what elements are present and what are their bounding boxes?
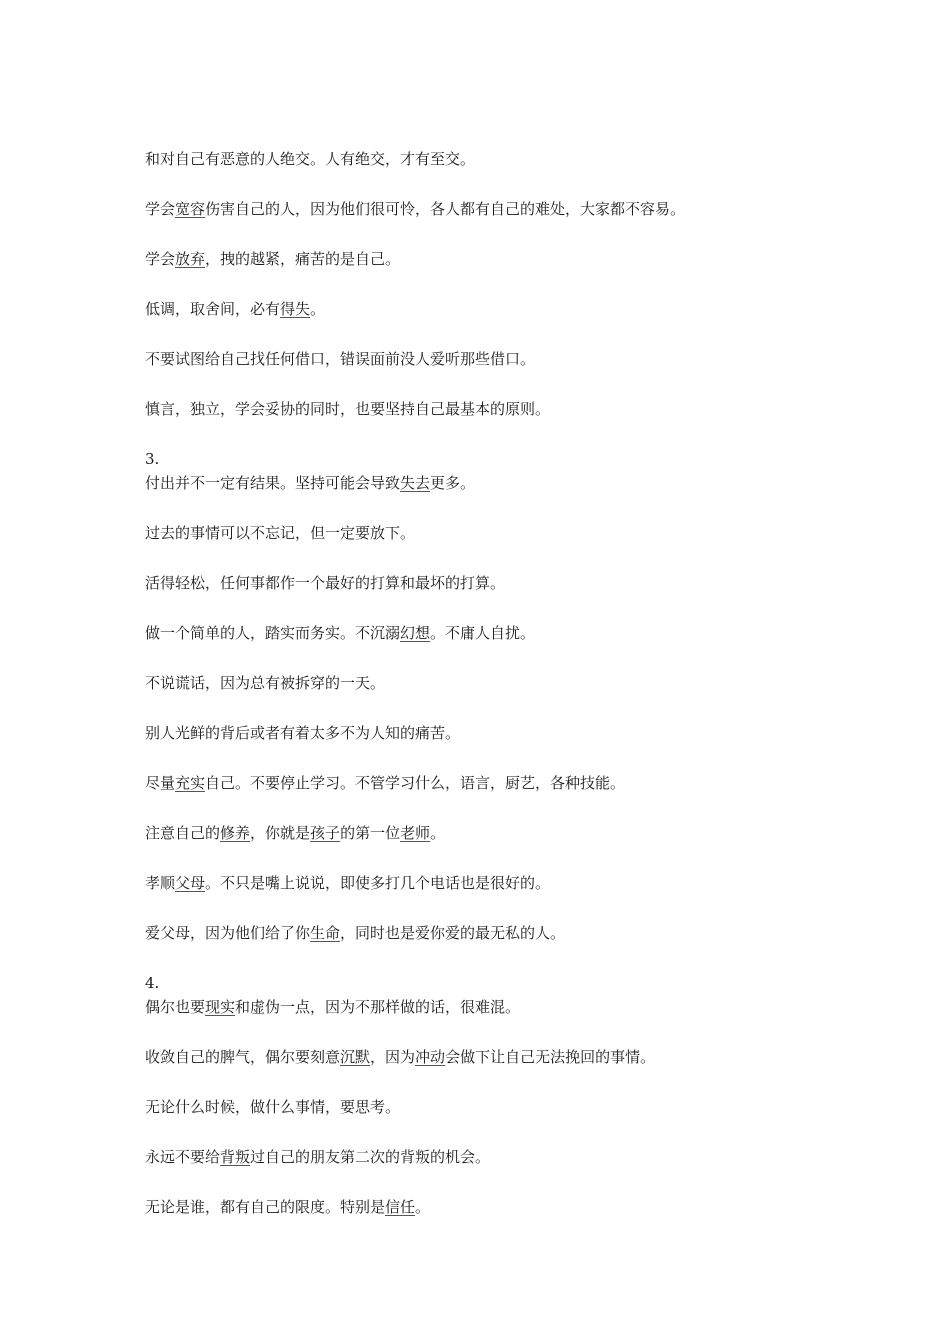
paragraph — [145, 1147, 490, 1167]
paragraph — [145, 573, 505, 593]
keyword-link[interactable]: 现实 — [205, 998, 236, 1016]
text-run: 偶尔也要 — [145, 998, 206, 1016]
text-run: 学会 — [145, 200, 176, 218]
text-run: 别人光鲜的背后或者有着太多不为人知的痛苦。 — [145, 724, 461, 742]
text-run: ，拽的越紧，痛苦的是自己。 — [205, 250, 401, 268]
keyword-link[interactable]: 放弃 — [175, 250, 206, 268]
paragraph — [145, 299, 325, 319]
paragraph — [145, 249, 400, 269]
text-run: 。 — [310, 300, 326, 318]
paragraph — [145, 997, 520, 1017]
paragraph — [145, 723, 460, 743]
section-number — [145, 973, 159, 993]
text-run: 过自己的朋友第二次的背叛的机会。 — [250, 1148, 491, 1166]
text-run: 注意自己的 — [145, 824, 221, 842]
text-run: 自己。不要停止学习。不管学习什么，语言，厨艺，各种技能。 — [205, 774, 626, 792]
paragraph — [145, 673, 385, 693]
keyword-link[interactable]: 沉默 — [340, 1048, 371, 1066]
text-run: ，你就是 — [250, 824, 311, 842]
text-run: 孝顺 — [145, 874, 176, 892]
text-run: 无论是谁，都有自己的限度。特别是 — [145, 1198, 386, 1216]
paragraph — [145, 349, 535, 369]
keyword-link[interactable]: 修养 — [220, 824, 251, 842]
paragraph — [145, 1047, 655, 1067]
text-run: 伤害自己的人，因为他们很可怜，各人都有自己的难处，大家都不容易。 — [205, 200, 686, 218]
text-run: 无论什么时候，做什么事情，要思考。 — [145, 1098, 401, 1116]
text-run: 慎言，独立，学会妥协的同时，也要坚持自己最基本的原则。 — [145, 400, 551, 418]
text-run: 爱父母，因为他们给了你 — [145, 924, 311, 942]
text-run: 的第一位 — [340, 824, 401, 842]
paragraph — [145, 773, 625, 793]
text-run: 不要试图给自己找任何借口，错误面前没人爱听那些借口。 — [145, 350, 536, 368]
paragraph — [145, 473, 475, 493]
section-number — [145, 449, 159, 469]
keyword-link[interactable]: 父母 — [175, 874, 206, 892]
keyword-link[interactable]: 信任 — [385, 1198, 416, 1216]
text-run: 尽量 — [145, 774, 176, 792]
keyword-link[interactable]: 老师 — [400, 824, 431, 842]
paragraph — [145, 523, 415, 543]
paragraph — [145, 873, 550, 893]
text-run: 3. — [145, 450, 160, 468]
paragraph — [145, 823, 445, 843]
keyword-link[interactable]: 孩子 — [310, 824, 341, 842]
keyword-link[interactable]: 生命 — [310, 924, 341, 942]
text-run: 付出并不一定有结果。坚持可能会导致 — [145, 474, 401, 492]
paragraph — [145, 923, 565, 943]
paragraph — [145, 1197, 430, 1217]
text-run: 。不庸人自扰。 — [430, 624, 536, 642]
text-run: 和虚伪一点，因为不那样做的话，很难混。 — [235, 998, 521, 1016]
text-run: 更多。 — [430, 474, 476, 492]
keyword-link[interactable]: 充实 — [175, 774, 206, 792]
keyword-link[interactable]: 幻想 — [400, 624, 431, 642]
text-run: 过去的事情可以不忘记，但一定要放下。 — [145, 524, 416, 542]
text-run: ，同时也是爱你爱的最无私的人。 — [340, 924, 566, 942]
keyword-link[interactable]: 宽容 — [175, 200, 206, 218]
keyword-link[interactable]: 失去 — [400, 474, 431, 492]
text-run: 。不只是嘴上说说，即使多打几个电话也是很好的。 — [205, 874, 551, 892]
paragraph — [145, 399, 550, 419]
text-run: 永远不要给 — [145, 1148, 221, 1166]
paragraph — [145, 149, 475, 169]
text-run: 学会 — [145, 250, 176, 268]
keyword-link[interactable]: 冲动 — [415, 1048, 446, 1066]
text-run: 。 — [430, 824, 446, 842]
text-run: 活得轻松，任何事都作一个最好的打算和最坏的打算。 — [145, 574, 506, 592]
paragraph — [145, 623, 535, 643]
text-run: 4. — [145, 974, 160, 992]
text-run: 收敛自己的脾气，偶尔要刻意 — [145, 1048, 341, 1066]
text-run: 和对自己有恶意的人绝交。人有绝交，才有至交。 — [145, 150, 476, 168]
paragraph — [145, 1097, 400, 1117]
text-run: 。 — [415, 1198, 431, 1216]
paragraph — [145, 199, 685, 219]
keyword-link[interactable]: 背叛 — [220, 1148, 251, 1166]
keyword-link[interactable]: 得失 — [280, 300, 311, 318]
text-run: 低调，取舍间，必有 — [145, 300, 281, 318]
text-run: 会做下让自己无法挽回的事情。 — [445, 1048, 656, 1066]
text-run: 做一个简单的人，踏实而务实。不沉溺 — [145, 624, 401, 642]
text-run: 不说谎话，因为总有被拆穿的一天。 — [145, 674, 386, 692]
text-run: ，因为 — [370, 1048, 416, 1066]
